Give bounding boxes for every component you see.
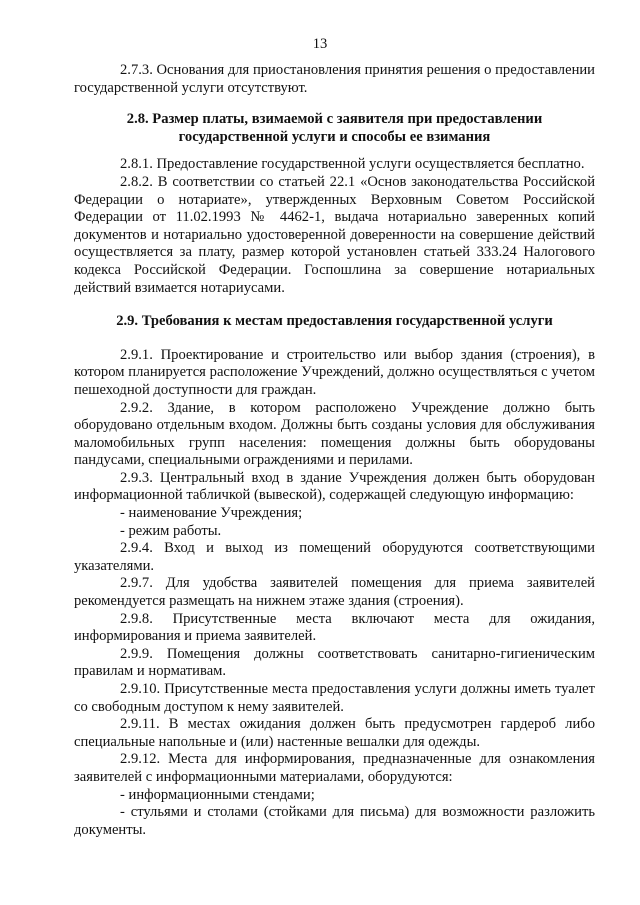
paragraph-2-9-3: 2.9.3. Центральный вход в здание Учреждения должен быть оборудован информационной табличкой (вывеской), содержащей следующую информацию: [74,469,595,504]
section-heading-2-9: 2.9. Требования к местам предоставления государственной услуги [116,313,553,330]
paragraph-2-9-10: 2.9.10. Присутственные места предоставления услуги должны иметь туалет со свободным доступом к нему заявителей. [74,681,595,715]
paragraph-2-9-12: 2.9.12. Места для информирования, предназначенные для ознакомления заявителей с информационными материалами, оборудуются: [74,751,595,785]
list-item: - наименование Учреждения; [120,505,303,522]
paragraph-2-7-3: 2.7.3. Основания для приостановления принятия решения о предоставлении государственной услуги отсутствуют. [74,62,595,96]
paragraph-2-9-8: 2.9.8. Присутственные места включают места для ожидания, информирования и приема заявителей. [74,610,595,645]
paragraph-2-8-2: 2.8.2. В соответствии со статьей 22.1 «Основ законодательства Российской Федерации о нотариате», утвержденных Верховным Советом Российской Федерации от 11.02.1993 № 4462-1, выдача нотариально заверенных копий документов и нотариально удостоверенной доверенности на совершение действий осуществляется за плату, размер которой установлен статьей 333.24 Налогового кодекса Российской Федерации. Госпошлина за совершение нотариальных действий взимается нотариусами. [74,173,595,296]
paragraph-2-8-1: 2.8.1. Предоставление государственной услуги осуществляется бесплатно. [120,156,585,173]
section-heading-2-8: 2.8. Размер платы, взимаемой с заявителя при предоставлении государственной услуги и способы ее взимания [126,111,543,145]
paragraph-2-9-4: 2.9.4. Вход и выход из помещений оборудуются соответствующими указателями. [74,540,595,574]
list-item: - стульями и столами (стойками для письма) для возможности разложить документы. [74,804,595,838]
paragraph-2-9-11: 2.9.11. В местах ожидания должен быть предусмотрен гардероб либо специальные напольные и (или) настенные вешалки для одежды. [74,716,595,750]
page-number: 13 [312,36,328,52]
list-item: - информационными стендами; [120,786,315,803]
list-item: - режим работы. [120,522,222,539]
paragraph-2-9-7: 2.9.7. Для удобства заявителей помещения для приема заявителей рекомендуется размещать на нижнем этаже здания (строения). [74,575,595,610]
paragraph-2-9-2: 2.9.2. Здание, в котором расположено Учреждение должно быть оборудовано отдельным входом. Должны быть созданы условия для обслуживания маломобильных групп населения: помещения должны быть оборудованы пандусами, специальными ограждениями и перилами. [74,399,595,469]
paragraph-2-9-1: 2.9.1. Проектирование и строительство или выбор здания (строения), в котором планируется расположение Учреждений, должно осуществляться с учетом пешеходной доступности для граждан. [74,346,595,398]
page-content [74,62,595,839]
paragraph-2-9-9: 2.9.9. Помещения должны соответствовать санитарно-гигиеническим правилам и нормативам. [74,645,595,680]
